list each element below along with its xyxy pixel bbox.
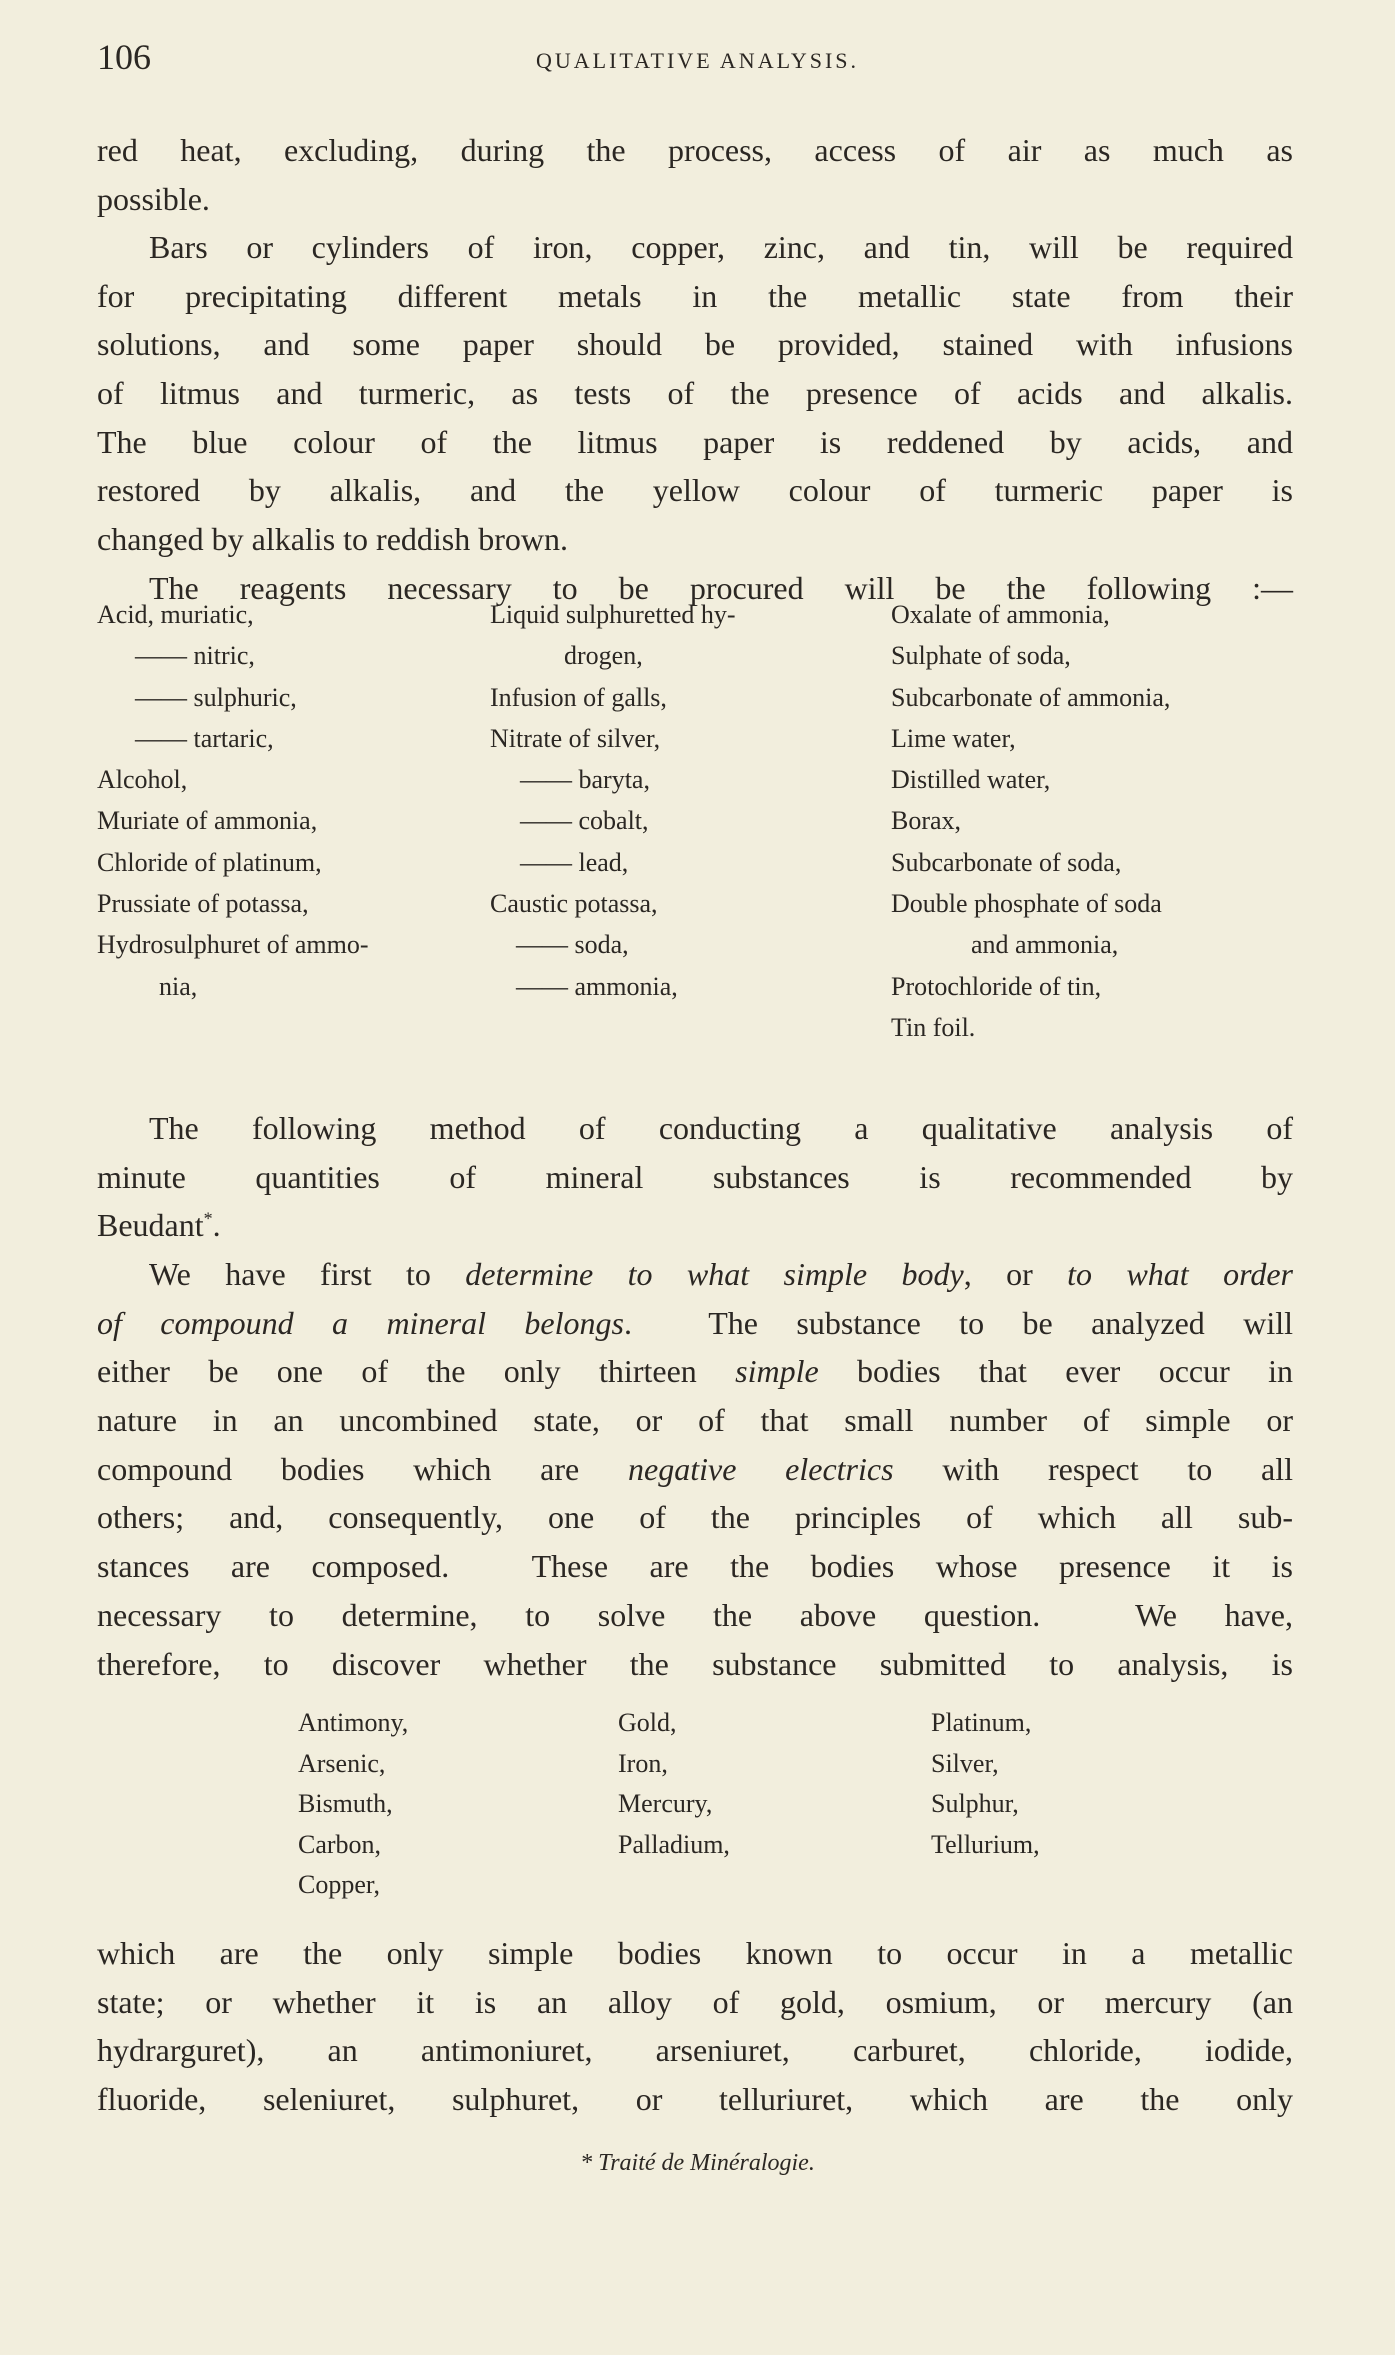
- elements-column-2: [618, 1703, 730, 1865]
- reagent-item: —— tartaric,: [135, 723, 274, 753]
- reagent-item: Oxalate of ammonia,: [891, 600, 1110, 629]
- reagent-item: and ammonia,: [971, 930, 1119, 960]
- italic-text: determine to what simple body: [465, 1256, 964, 1292]
- paragraph-bars: [97, 223, 1293, 564]
- text-segment: compound bodies which are: [97, 1450, 628, 1487]
- reagent-item: Hydrosulphuret of ammo-: [97, 930, 369, 960]
- text-line: [97, 1347, 1293, 1396]
- reagent-item: Subcarbonate of soda,: [891, 847, 1122, 877]
- text-line: [97, 2026, 1293, 2075]
- reagent-item: drogen,: [564, 641, 643, 671]
- text-line: [97, 1542, 1293, 1591]
- reagent-item: —— nitric,: [135, 641, 255, 671]
- text-segment: The reagents necessary to be procured will be the following :—: [149, 570, 1293, 606]
- reagent-item: —— cobalt,: [520, 806, 649, 836]
- text-segment: solutions, and some paper should be provided, stained with infusions: [97, 326, 1293, 363]
- text-line: [97, 1299, 1293, 1348]
- reagent-item: Liquid sulphuretted hy-: [490, 600, 736, 629]
- element-item: Carbon,: [298, 1829, 382, 1859]
- text-line: [97, 515, 1293, 564]
- element-item: Bismuth,: [298, 1789, 393, 1818]
- text-line: [97, 369, 1293, 418]
- reagent-item: Lime water,: [891, 723, 1016, 753]
- text-segment: , or: [963, 1256, 1068, 1292]
- text-line: [97, 175, 1293, 224]
- text-line: [97, 320, 1293, 369]
- text-segment: .: [212, 1207, 221, 1244]
- text-segment: bodies that ever occur in: [818, 1353, 1294, 1390]
- reagent-item: Acid, muriatic,: [97, 600, 254, 629]
- italic-text: negative electrics: [628, 1450, 894, 1487]
- text-segment: with respect to all: [893, 1450, 1294, 1487]
- element-item: Copper,: [298, 1870, 380, 1899]
- text-segment: either be one of the only thirteen: [97, 1353, 736, 1390]
- text-segment: for precipitating different metals in the metallic state from their: [97, 277, 1293, 314]
- element-item: Palladium,: [618, 1829, 730, 1859]
- paragraph-metallic-state: [97, 1929, 1293, 2124]
- reagents-column-3: [891, 594, 1170, 1048]
- text-segment: . The substance to be analyzed will: [623, 1304, 1294, 1341]
- running-title: QUALITATIVE ANALYSIS.: [535, 48, 859, 73]
- elements-column-3: [931, 1703, 1040, 1865]
- text-line: [97, 466, 1293, 515]
- reagent-item: Sulphate of soda,: [891, 641, 1071, 671]
- element-item: Sulphur,: [931, 1789, 1019, 1818]
- text-line: [97, 1104, 1293, 1153]
- text-line: [97, 1153, 1293, 1202]
- reagent-item: —— lead,: [520, 847, 629, 877]
- text-segment: possible.: [97, 180, 210, 217]
- text-line: [97, 1201, 1293, 1250]
- elements-column-1: [298, 1703, 408, 1906]
- text-segment: others; and, consequently, one of the principles of which all sub-: [97, 1499, 1293, 1536]
- text-line: [97, 1591, 1293, 1640]
- reagents-column-2: [490, 594, 736, 1007]
- text-line: [97, 1929, 1293, 1978]
- element-item: Platinum,: [931, 1708, 1032, 1737]
- element-item: Tellurium,: [931, 1829, 1040, 1859]
- text-line: [97, 1640, 1293, 1689]
- text-segment: The following method of conducting a qualitative analysis of: [149, 1110, 1293, 1146]
- text-segment: restored by alkalis, and the yellow colour of turmeric paper is: [97, 472, 1293, 509]
- footnote: * Traité de Minéralogie.: [580, 2150, 815, 2176]
- reagent-item: —— soda,: [516, 930, 629, 960]
- italic-text: of compound a mineral belongs: [97, 1304, 624, 1341]
- text-line: [97, 1978, 1293, 2027]
- text-segment: We have first to: [149, 1256, 466, 1292]
- element-item: Gold,: [618, 1708, 677, 1737]
- text-segment: minute quantities of mineral substances is recommended by: [97, 1158, 1293, 1195]
- text-line: [97, 418, 1293, 467]
- element-item: Arsenic,: [298, 1748, 386, 1778]
- italic-text: to what order: [1067, 1256, 1293, 1292]
- paragraph-method: [97, 1104, 1293, 1250]
- text-line: [97, 223, 1293, 272]
- italic-text: simple: [735, 1353, 819, 1390]
- text-line: [97, 1250, 1293, 1299]
- reagent-item: —— ammonia,: [516, 971, 678, 1001]
- text-segment: therefore, to discover whether the substance submitted to analysis, is: [97, 1645, 1293, 1682]
- element-item: Antimony,: [298, 1708, 409, 1737]
- reagent-item: Tin foil.: [891, 1012, 976, 1042]
- reagent-item: Subcarbonate of ammonia,: [891, 682, 1171, 712]
- text-line: [97, 2075, 1293, 2124]
- element-item: Iron,: [618, 1748, 668, 1778]
- text-segment: hydrarguret), an antimoniuret, arseniuret, carburet, chloride, iodide,: [97, 2032, 1293, 2069]
- text-line: [97, 1396, 1293, 1445]
- reagent-item: Double phosphate of soda: [891, 889, 1162, 919]
- reagent-item: Chloride of platinum,: [97, 847, 322, 877]
- element-item: Mercury,: [618, 1789, 713, 1818]
- text-segment: nature in an uncombined state, or of that small number of simple or: [97, 1402, 1293, 1439]
- text-segment: The blue colour of the litmus paper is reddened by acids, and: [97, 423, 1293, 460]
- text-segment: fluoride, seleniuret, sulphuret, or telluriuret, which are the only: [97, 2081, 1293, 2118]
- reagent-item: Alcohol,: [97, 765, 188, 795]
- text-line: [97, 272, 1293, 321]
- reagent-item: Borax,: [891, 806, 962, 836]
- text-line: [97, 1493, 1293, 1542]
- reagent-item: Nitrate of silver,: [490, 723, 661, 753]
- reagent-item: Caustic potassa,: [490, 889, 658, 919]
- page-number: 106: [97, 37, 151, 77]
- text-segment: state; or whether it is an alloy of gold, osmium, or mercury (an: [97, 1983, 1293, 2020]
- reagent-item: Distilled water,: [891, 765, 1051, 795]
- reagent-item: —— baryta,: [520, 765, 650, 795]
- text-segment: red heat, excluding, during the process, access of air as much as: [97, 132, 1293, 168]
- reagents-column-1: [97, 594, 369, 1007]
- text-segment: which are the only simple bodies known to occur in a metallic: [97, 1935, 1293, 1971]
- text-segment: necessary to determine, to solve the above question. We have,: [97, 1596, 1293, 1633]
- text-segment: Bars or cylinders of iron, copper, zinc, and tin, will be required: [149, 229, 1293, 265]
- reagent-item: nia,: [159, 971, 198, 1001]
- paragraph-continuation: [97, 126, 1293, 223]
- text-line: [97, 126, 1293, 175]
- reagent-item: Prussiate of potassa,: [97, 889, 309, 919]
- text-segment: of litmus and turmeric, as tests of the presence of acids and alkalis.: [97, 375, 1293, 412]
- reagent-item: Protochloride of tin,: [891, 971, 1102, 1001]
- reagent-item: —— sulphuric,: [135, 682, 297, 712]
- footnote-marker: *: [203, 1208, 213, 1229]
- reagent-item: Muriate of ammonia,: [97, 806, 318, 836]
- paragraph-simple-bodies: [97, 1250, 1293, 1688]
- text-segment: Beudant: [97, 1207, 204, 1244]
- text-segment: changed by alkalis to reddish brown.: [97, 521, 568, 558]
- text-segment: stances are composed. These are the bodies whose presence it is: [97, 1548, 1293, 1585]
- text-line: [97, 1445, 1293, 1494]
- reagent-item: Infusion of galls,: [490, 682, 667, 712]
- element-item: Silver,: [931, 1748, 999, 1778]
